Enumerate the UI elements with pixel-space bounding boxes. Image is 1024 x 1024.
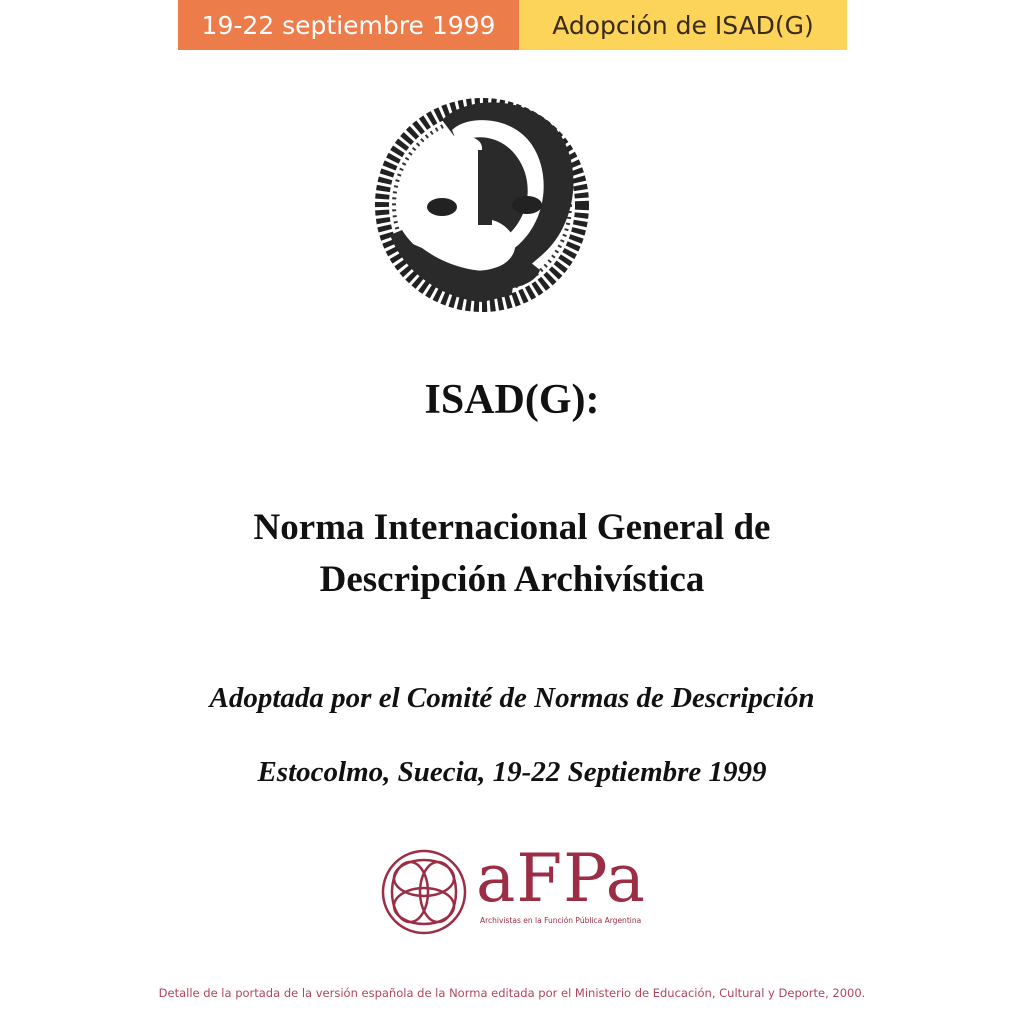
adoption-statement: Adoptada por el Comité de Normas de Descripción [209,682,815,714]
image-caption: Detalle de la portada de la versión española de la Norma editada por el Ministerio de Educación, Cultural y Deporte, 2000. [158,986,866,1000]
document-subtitle [0,502,1024,606]
subtitle-line-2: Descripción Archivística [319,559,705,600]
afpa-logo [380,840,660,940]
date-label: 19-22 septiembre 1999 [178,0,519,50]
afpa-wordmark: aFPa [476,840,646,917]
place-and-date: Estocolmo, Suecia, 19-22 Septiembre 1999 [257,756,767,788]
afpa-tagline: Archivistas en la Función Pública Argentina [480,916,642,925]
ica-emblem-icon [362,90,606,320]
subtitle-line-1: Norma Internacional General de [253,507,771,548]
afpa-globe-icon [380,848,468,936]
document-title: ISAD(G): [424,377,600,423]
topic-label: Adopción de ISAD(G) [519,0,847,50]
header-banner [178,0,847,50]
